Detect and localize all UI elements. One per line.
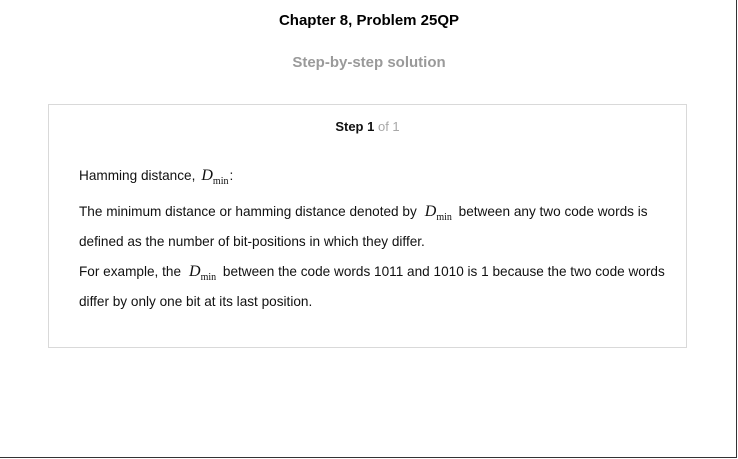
- solution-content: [79, 164, 669, 314]
- dmin-symbol: $D_{min}$: [189, 263, 217, 283]
- term-colon: :: [229, 168, 234, 183]
- dmin-symbol: $D_{min}$: [201, 167, 229, 187]
- example-text-end: between the code words 1011 and 1010 is 1 because the two code words differ by only one bit at its last position.: [79, 264, 665, 309]
- page-title: Chapter 8, Problem 25QP: [278, 12, 460, 29]
- dmin-symbol: $D_{min}$: [424, 203, 452, 223]
- solution-heading: Step-by-step solution: [292, 54, 446, 71]
- definition-text-start: The minimum distance or hamming distance denoted by: [79, 204, 417, 219]
- step-card: [48, 104, 687, 348]
- step-header: [49, 119, 686, 134]
- term-heading: [79, 164, 669, 194]
- term-label: Hamming distance,: [79, 168, 196, 183]
- example-text-start: For example, the: [79, 264, 181, 279]
- step-label: Step 1: [335, 119, 375, 134]
- definition-text-end: between any two code words is defined as the number of bit-positions in which they differ.: [79, 204, 648, 249]
- example-paragraph: [79, 260, 669, 314]
- step-count: of 1: [377, 119, 400, 134]
- definition-paragraph: [79, 200, 669, 254]
